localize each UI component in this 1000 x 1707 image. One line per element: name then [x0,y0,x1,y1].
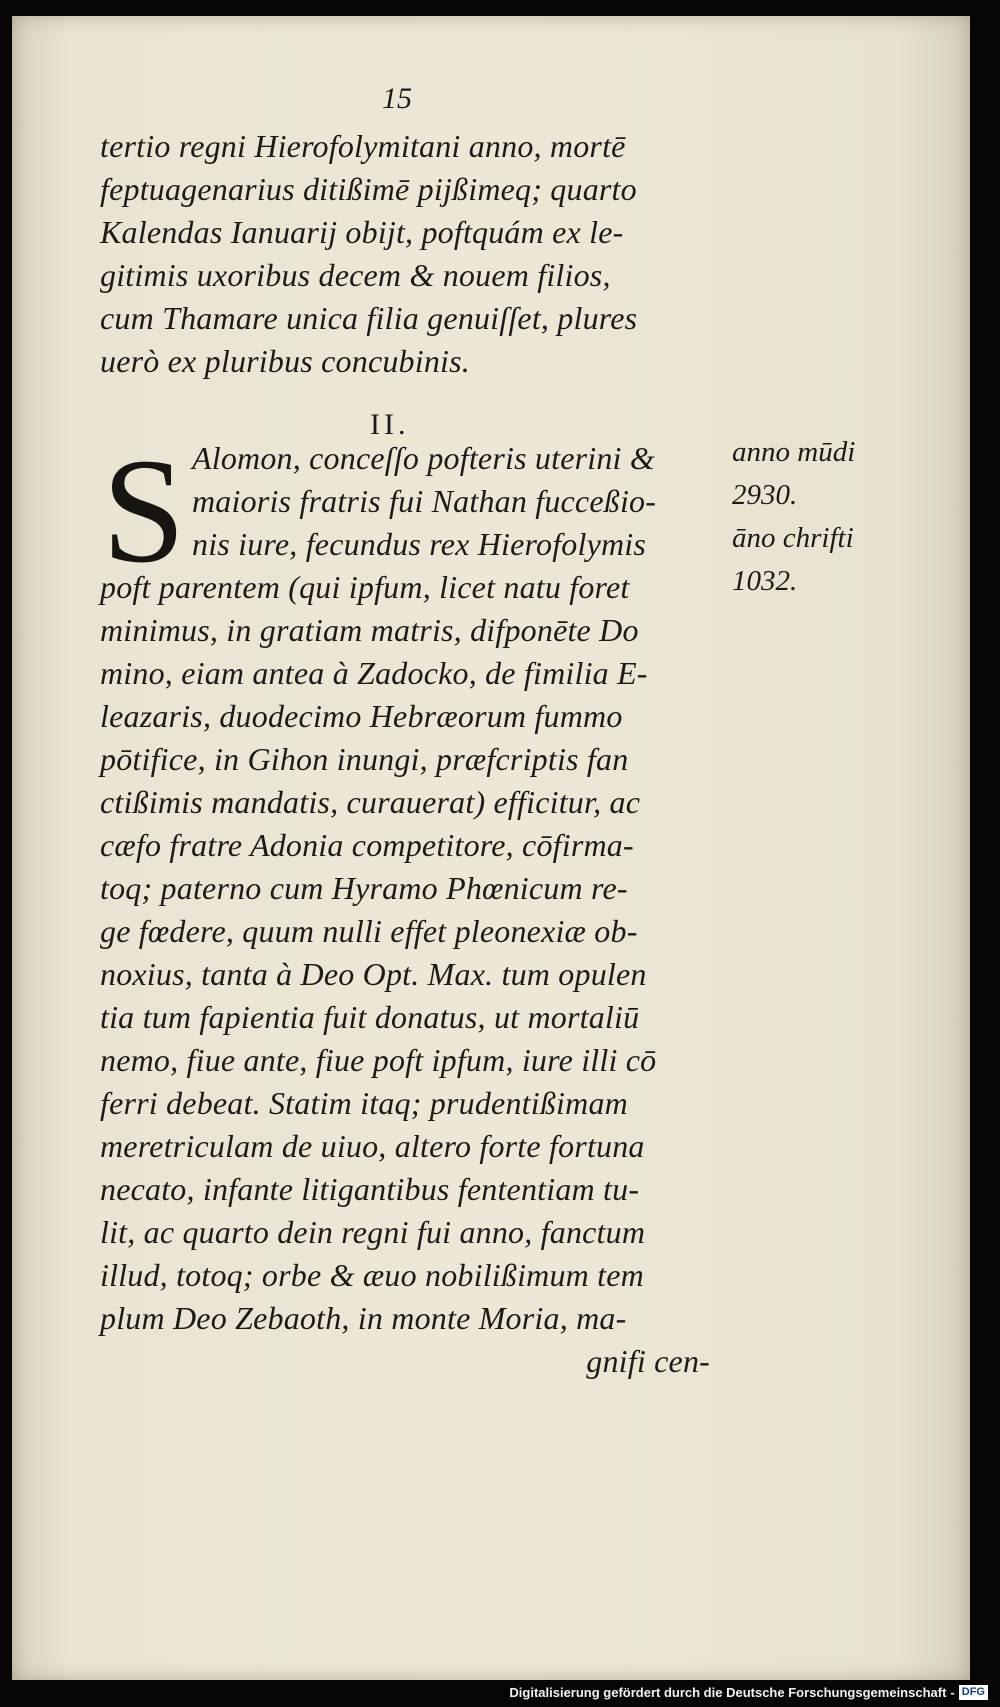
text-line: poft parentem (qui ipfum, licet natu foret [100,569,630,605]
dfg-logo: DFG [959,1685,988,1700]
text-line: Kalendas Ianuarij obijt, poftquám ex le- [100,214,624,250]
text-line: ge fœdere, quum nulli effet pleonexiæ ob- [100,913,638,949]
text-line: tertio regni Hierofolymitani anno, mortē [100,128,626,164]
text-line: gitimis uxoribus decem & nouem filios, [100,257,611,293]
margin-note: anno mūdi [732,436,856,468]
drop-cap-initial: S [102,428,186,594]
margin-note: 2930. [732,479,798,511]
text-line: Alomon, conceſſo pofteris uterini & [192,440,655,476]
text-line: cum Thamare unica filia genuiſſet, plures [100,300,638,336]
text-line: nemo, fiue ante, fiue poft ipfum, iure illi cō [100,1042,657,1078]
text-line: toq; paterno cum Hyramo Phœnicum re- [100,870,628,906]
text-line: minimus, in gratiam matris, difponēte Do [100,612,639,648]
text-line: illud, totoq; orbe & æuo nobilißimum tem [100,1257,644,1293]
text-line: necato, infante litigantibus fententiam tu- [100,1171,640,1207]
page-number: 15 [382,82,412,115]
text-line: mino, eiam antea à Zadocko, de fimilia E- [100,655,648,691]
text-line: cæfo fratre Adonia competitore, cōfirma- [100,827,634,863]
credit-text: Digitalisierung gefördert durch die Deutsche Forschungsgemeinschaft [509,1684,947,1700]
text-line: meretriculam de uiuo, altero forte fortuna [100,1128,645,1164]
text-line: plum Deo Zebaoth, in monte Moria, ma- [100,1300,627,1336]
catchword: gnifi cen- [586,1343,710,1379]
digitization-credit: Digitalisierung gefördert durch die Deutsche Forschungsgemeinschaft - DFG [509,1681,988,1703]
text-line: nis iure, fecundus rex Hierofolymis [192,526,647,562]
text-line: ctißimis mandatis, curauerat) efficitur, ac [100,784,641,820]
text-line: lit, ac quarto dein regni fui anno, fanctum [100,1214,646,1250]
book-page [12,16,970,1680]
text-line: tia tum fapientia fuit donatus, ut mortaliū [100,999,640,1035]
section-number: II. [370,408,410,441]
text-line: leazaris, duodecimo Hebræorum fummo [100,698,623,734]
text-line: pōtifice, in Gihon inungi, præfcriptis fan [100,741,629,777]
text-line: ferri debeat. Statim itaq; prudentißimam [100,1085,628,1121]
margin-note: āno chrifti [732,522,854,554]
text-line: maioris fratris fui Nathan fucceßio- [192,483,657,519]
margin-note: 1032. [732,565,798,597]
text-line: noxius, tanta à Deo Opt. Max. tum opulen [100,956,647,992]
text-line: uerò ex pluribus concubinis. [100,343,470,379]
text-line: feptuagenarius ditißimē pijßimeq; quarto [100,171,637,207]
